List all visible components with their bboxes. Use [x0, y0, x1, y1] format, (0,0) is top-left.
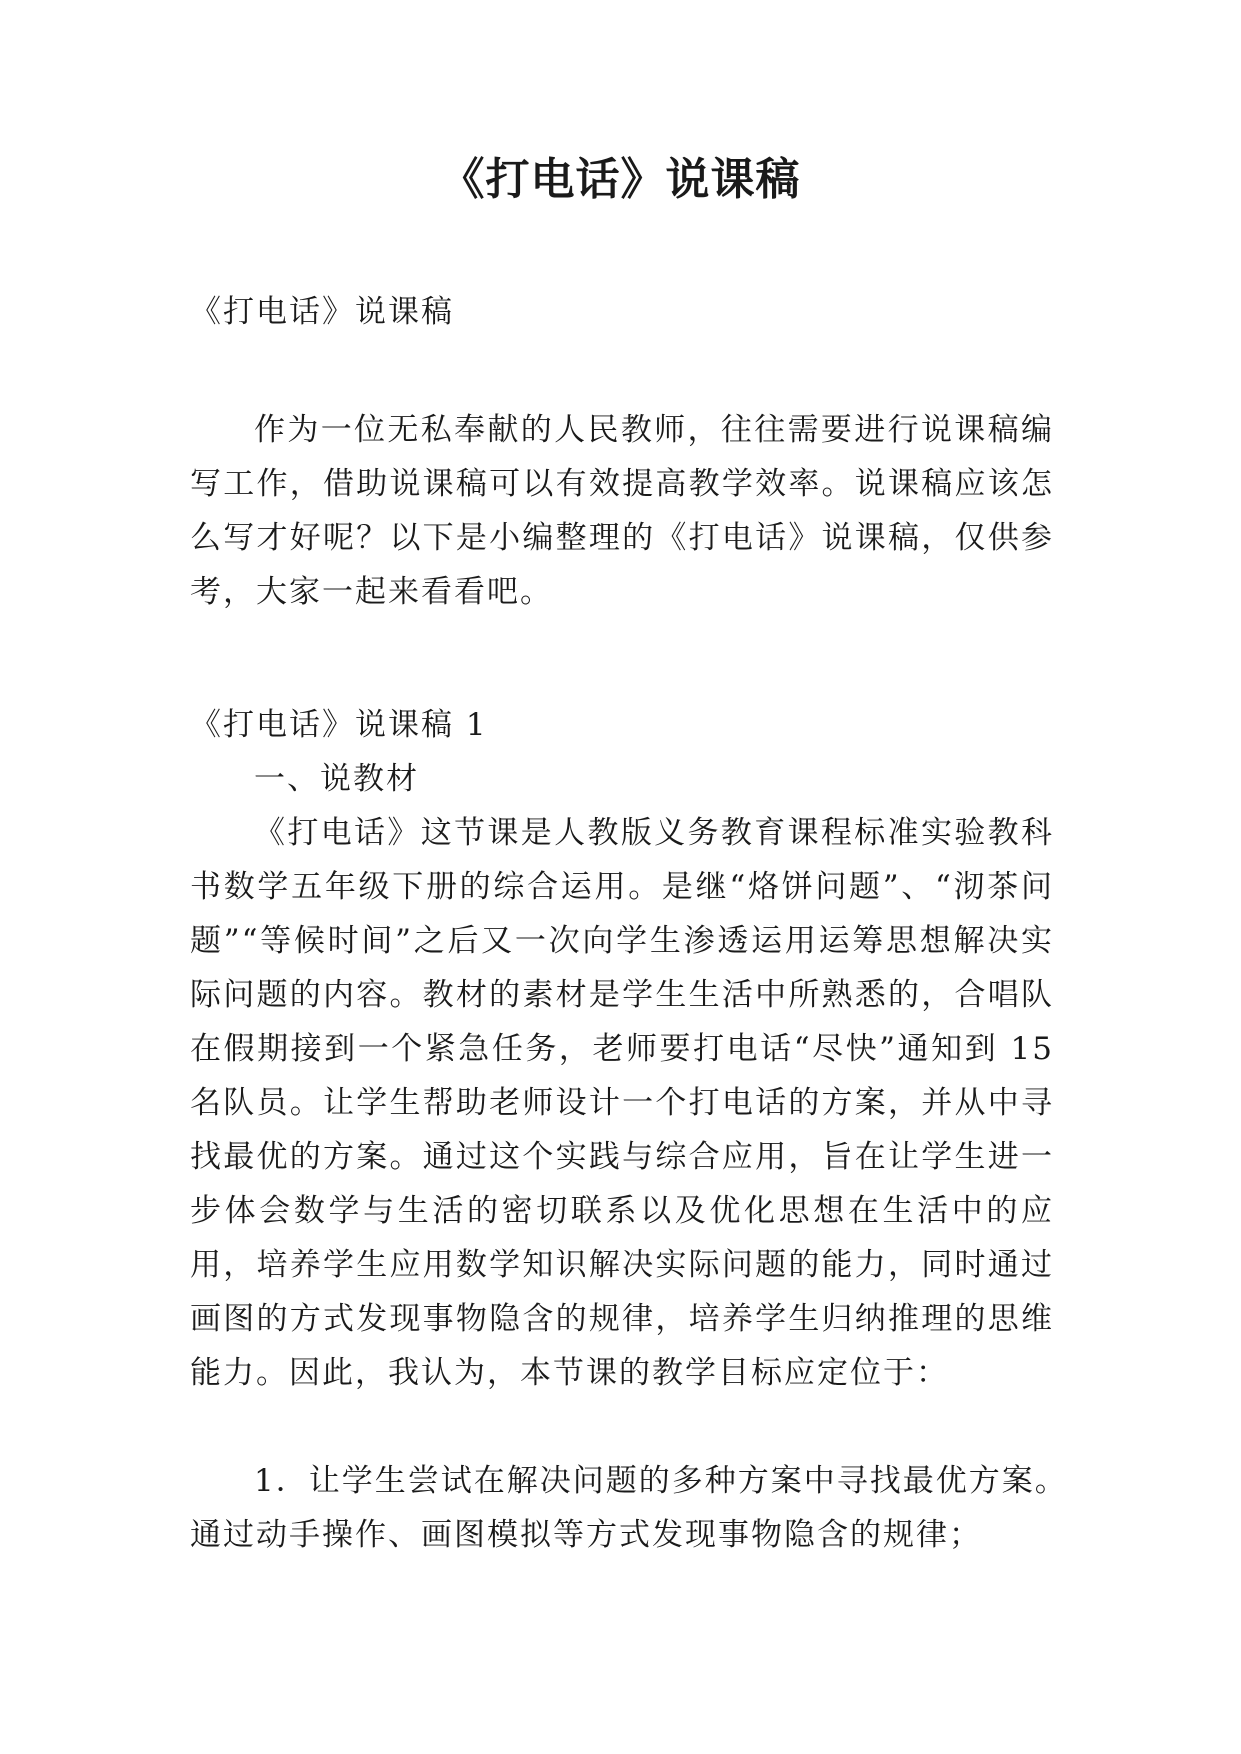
document-title: 《打电话》说课稿	[440, 154, 801, 205]
body-paragraph: 《打电话》这节课是人教版义务教育课程标准实验教科书数学五年级下册的综合运用。是继“烙饼问题”、“沏茶问题”“等候时间”之后又一次向学生渗透运用运筹思想解决实际问题的内容。教材的素材是学生生活中所熟悉的，合唱队在假期接到一个紧急任务，老师要打电话“尽快”通知到 15 名队员。让学生帮助老师设计一个打电话的方案，并从中寻找最优的方案。通过这个实践与综合应用，旨在让学生进一步体会数学与生活的密切联系以及优化思想在生活中的应用，培养学生应用数学知识解决实际问题的能力，同时通过画图的方式发现事物隐含的规律，培养学生归纳推理的思维能力。因此，我认为，本节课的教学目标应定位于：	[190, 815, 1054, 1391]
document-subtitle: 《打电话》说课稿	[190, 294, 454, 330]
section-heading: 一、说教材	[254, 761, 419, 797]
intro-paragraph: 作为一位无私奉献的人民教师，往往需要进行说课稿编写工作，借助说课稿可以有效提高教学效率。说课稿应该怎么写才好呢？以下是小编整理的《打电话》说课稿，仅供参考，大家一起来看看吧。	[190, 412, 1054, 610]
section-title: 《打电话》说课稿 1	[190, 707, 488, 743]
goal-item-1: 1．让学生尝试在解决问题的多种方案中寻找最优方案。通过动手操作、画图模拟等方式发现事物隐含的规律；	[190, 1463, 1068, 1553]
